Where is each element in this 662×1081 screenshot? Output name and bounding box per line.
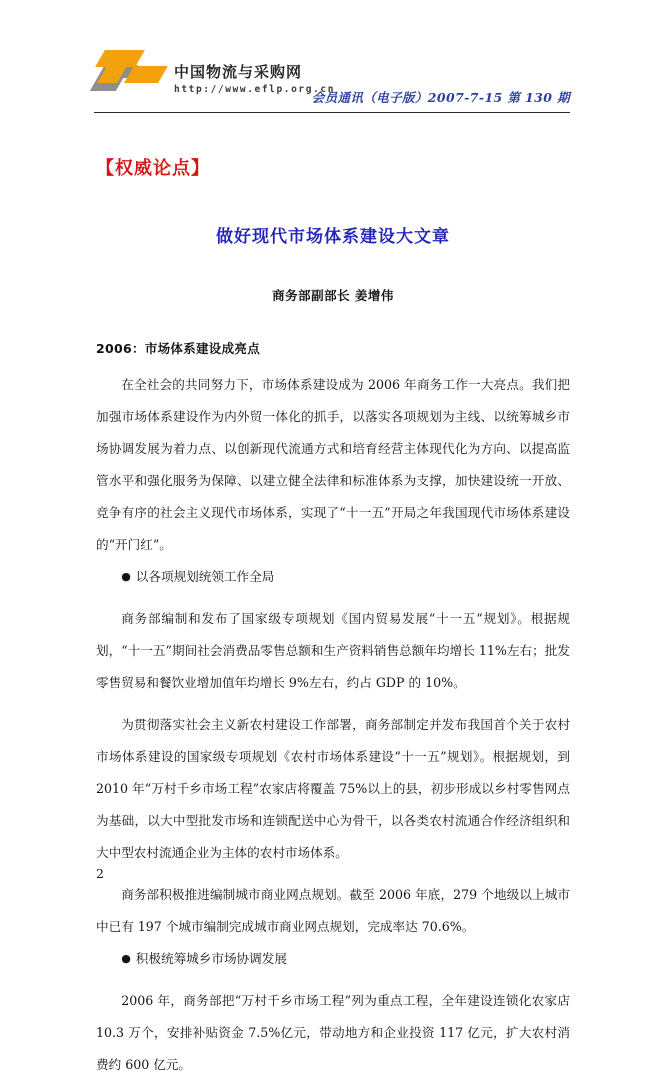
body-paragraph: 为贯彻落实社会主义新农村建设工作部署，商务部制定并发布我国首个关于农村市场体系建设的国家级专项规划《农村市场体系建设“十一五”规划》。根据规划，到 2010 年“万村千乡市场工程”农家店将覆盖 75%以上的县，初步形成以乡村零售网点为基础，以大中型批发市场和连锁配送中心为骨干，以各类农村流通合作经济组织和大中型农村流通企业为主体的农村市场体系。	[96, 717, 570, 860]
body-paragraph: 商务部编制和发布了国家级专项规划《国内贸易发展“十一五”规划》。根据规划，“十一五”期间社会消费品零售总额和生产资料销售总额年均增长 11%左右；批发零售贸易和餐饮业增加值年均增长 9%左右，约占 GDP 的 10%。	[96, 611, 570, 690]
eflp-logo-mark-icon	[96, 48, 168, 93]
site-logo	[96, 48, 335, 95]
newsletter-issue-line: 会员通讯（电子版）2007-7-15 第 130 期	[311, 90, 570, 105]
section-heading: 2006：市场体系建设成亮点	[96, 341, 260, 356]
body-paragraph: 商务部积极推进编制城市商业网点规划。截至 2006 年底，279 个地级以上城市中已有 197 个城市编制完成城市商业网点规划，完成率达 70.6%。	[96, 887, 570, 934]
page-header	[96, 48, 570, 110]
article-kicker: 【权威论点】	[96, 158, 210, 179]
body-paragraph: 2006 年，商务部把“万村千乡市场工程”列为重点工程，全年建设连锁化农家店 10.3 万个，安排补贴资金 7.5%亿元，带动地方和企业投资 117 亿元，扩大农村消费约 600 亿元。	[96, 993, 570, 1072]
page-title: 做好现代市场体系建设大文章	[216, 227, 450, 247]
bullet-heading-1-label: 以各项规划统领工作全局	[135, 569, 275, 584]
bullet-dot-icon: ●	[121, 952, 131, 965]
article-byline: 商务部副部长 姜增伟	[272, 288, 394, 303]
page-number: 2	[96, 866, 104, 881]
bullet-dot-icon: ●	[121, 570, 131, 583]
bullet-heading-2	[96, 943, 570, 975]
header-divider-rule	[94, 112, 570, 113]
body-paragraph: 在全社会的共同努力下，市场体系建设成为 2006 年商务工作一大亮点。我们把加强市场体系建设作为内外贸一体化的抓手，以落实各项规划为主线、以统筹城乡市场协调发展为着力点、以创新现代流通方式和培育经营主体现代化为方向、以提高监管水平和强化服务为保障、以建立健全法律和标准体系为支撑，加快建设统一开放、竞争有序的社会主义现代市场体系，实现了“十一五”开局之年我国现代市场体系建设的“开门红”。	[96, 377, 570, 552]
logo-brand-name: 中国物流与采购网	[174, 63, 303, 81]
logo-website-url: http://www.eflp.org.cn	[174, 83, 336, 95]
article-body	[96, 140, 570, 1081]
bullet-heading-2-label: 积极统筹城乡市场协调发展	[135, 951, 287, 966]
bullet-heading-1	[96, 561, 570, 593]
